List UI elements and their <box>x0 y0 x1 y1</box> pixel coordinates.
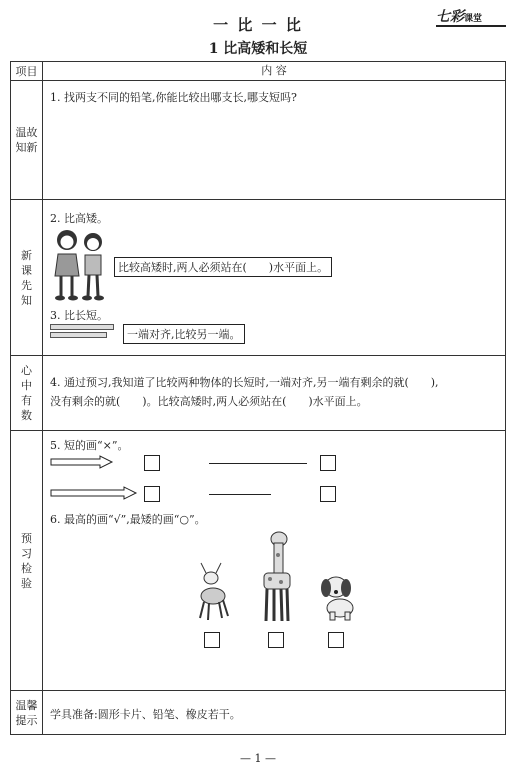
section-label-check: 预习检验 <box>11 431 43 691</box>
long-pencil <box>50 324 114 330</box>
question-2: 2. 比高矮。 <box>50 212 108 225</box>
line-long <box>209 463 307 464</box>
answer-box-giraffe[interactable] <box>268 632 284 648</box>
answer-box-dog[interactable] <box>328 632 344 648</box>
section-check-content <box>43 431 506 691</box>
line-short <box>209 494 271 495</box>
deer-picture <box>189 558 233 622</box>
section-new-row <box>11 200 506 356</box>
brand-underline <box>436 25 506 27</box>
page-number: — 1 — <box>240 752 276 765</box>
question-4-line-2: 没有剩余的就( )。比较高矮时,两人必须站在( )水平面上。 <box>50 395 368 408</box>
section-check-row <box>11 431 506 691</box>
girl-figure <box>55 230 79 301</box>
section-review-content <box>43 81 506 200</box>
section-review-row <box>11 81 506 200</box>
answer-box-deer[interactable] <box>204 632 220 648</box>
section-label-review: 温故知新 <box>11 81 43 200</box>
boy-figure <box>82 233 104 301</box>
section-label-tips: 温馨提示 <box>11 691 43 735</box>
answer-box-line-long[interactable] <box>320 455 336 471</box>
brand-name: 七彩 <box>436 9 464 25</box>
two-children-picture <box>50 226 110 302</box>
question-1: 1. 找两支不同的铅笔,你能比较出哪支长,哪支短吗? <box>50 91 297 104</box>
section-tips-row <box>11 691 506 735</box>
table-header-row <box>11 62 506 81</box>
answer-box-line-short[interactable] <box>320 486 336 502</box>
section-label-new: 新课先知 <box>11 200 43 356</box>
brand-logo <box>436 6 482 26</box>
column-header-content: 内 容 <box>43 62 506 81</box>
page-title: 一 比 一 比 <box>213 16 303 34</box>
length-compare-box: 一端对齐,比较另一端。 <box>123 324 245 344</box>
question-3: 3. 比长短。 <box>50 309 108 322</box>
answer-box-arrow-long[interactable] <box>144 455 160 471</box>
answer-box-arrow-short[interactable] <box>144 486 160 502</box>
section-new-content <box>43 200 506 356</box>
question-5: 5. 短的画“×”。 <box>50 439 129 452</box>
arrow-short-icon <box>50 486 138 500</box>
question-4-line-1: 4. 通过预习,我知道了比较两种物体的长短时,一端对齐,另一端有剩余的就( ), <box>50 376 439 389</box>
brand-suffix: 课堂 <box>464 14 483 24</box>
tips-text: 学具准备:圆形卡片、铅笔、橡皮若干。 <box>50 708 241 721</box>
giraffe-picture <box>252 527 298 625</box>
dog-picture <box>318 574 362 622</box>
section-label-heart: 心中有数 <box>11 356 43 431</box>
section-heart-row <box>11 356 506 431</box>
worksheet-table <box>10 61 506 735</box>
height-compare-box: 比较高矮时,两人必须站在( )水平面上。 <box>114 257 332 277</box>
lesson-subtitle: 1 比高矮和长短 <box>208 41 308 57</box>
column-header-item: 项目 <box>11 62 43 81</box>
arrow-long-icon <box>50 455 114 469</box>
short-pencil <box>50 332 107 338</box>
section-tips-content <box>43 691 506 735</box>
section-heart-content <box>43 356 506 431</box>
question-6: 6. 最高的画“√”,最矮的画“○”。 <box>50 513 206 526</box>
